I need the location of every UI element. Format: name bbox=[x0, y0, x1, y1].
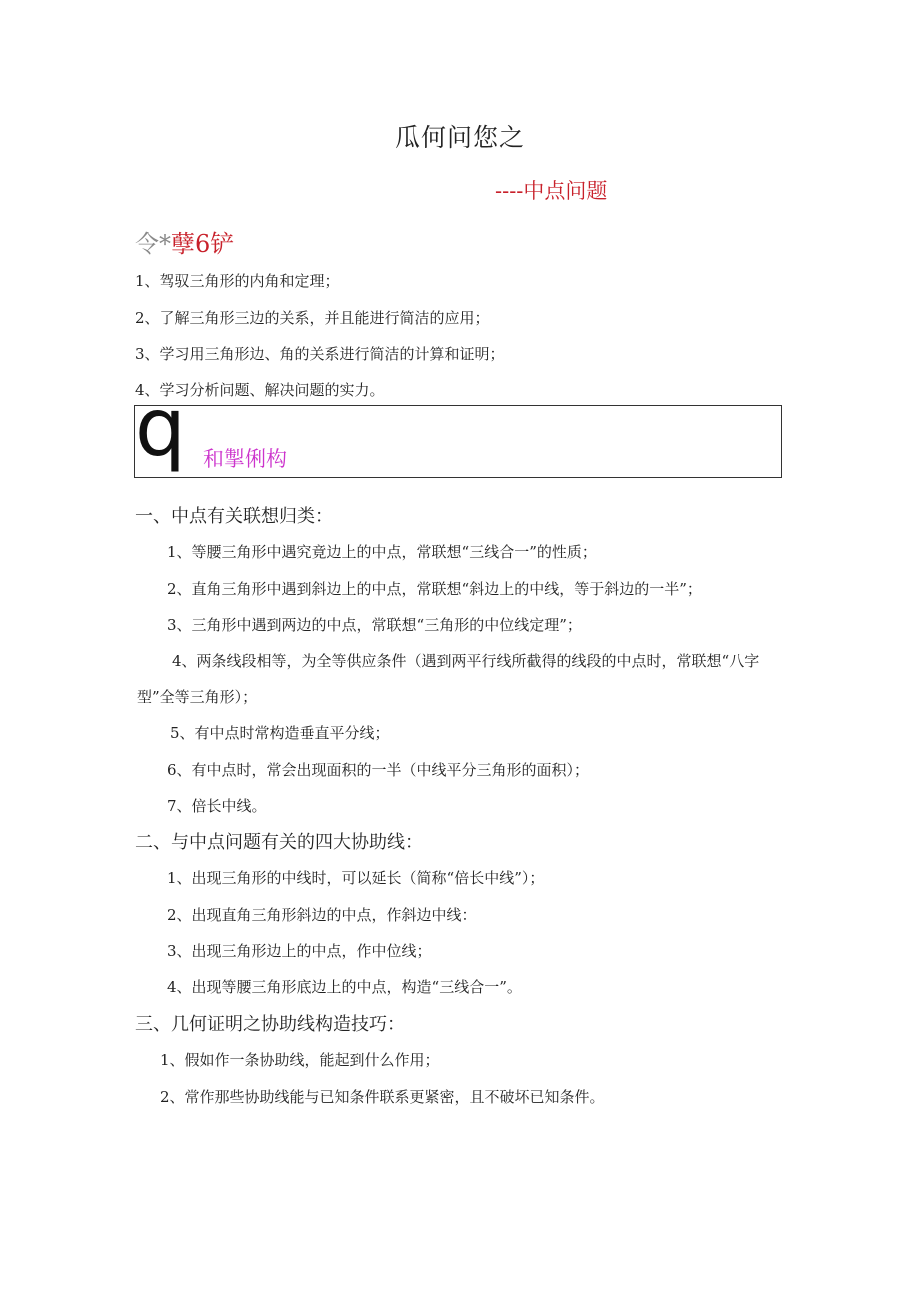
page-subtitle: ----中点问题 bbox=[495, 179, 608, 203]
section-heading: 二、与中点问题有关的四大协助线： bbox=[135, 832, 423, 853]
goals-heading bbox=[135, 224, 234, 259]
goals-heading-part2: 孽6铲 bbox=[171, 230, 235, 258]
list-item: 型”全等三角形）； bbox=[137, 688, 258, 706]
list-item: 7、倍长中线。 bbox=[167, 797, 267, 815]
list-item: 3、出现三角形边上的中点，作中位线； bbox=[167, 942, 432, 960]
list-item: 4、出现等腰三角形底边上的中点，构造“三线合一”。 bbox=[167, 978, 522, 996]
list-item: 1、等腰三角形中遇究竟边上的中点，常联想“三线合一”的性质； bbox=[167, 543, 597, 561]
section-heading: 三、几何证明之协助线构造技巧： bbox=[135, 1014, 405, 1035]
list-item: 2、直角三角形中遇到斜边上的中点，常联想“斜边上的中线，等于斜边的一半”； bbox=[167, 580, 702, 598]
goal-item: 1、驾驭三角形的内角和定理； bbox=[135, 272, 340, 290]
goals-heading-part1: 令* bbox=[135, 230, 171, 258]
goal-item: 4、学习分析问题、解决问题的实力。 bbox=[135, 381, 385, 399]
list-item: 6、有中点时，常会出现面积的一半（中线平分三角形的面积）； bbox=[167, 761, 590, 779]
list-item: 3、三角形中遇到两边的中点，常联想“三角形的中位线定理”； bbox=[167, 616, 582, 634]
list-item: 1、假如作一条协助线，能起到什么作用； bbox=[160, 1051, 440, 1069]
list-item: 2、常作那些协助线能与已知条件联系更紧密，且不破坏已知条件。 bbox=[160, 1088, 605, 1106]
goal-item: 2、了解三角形三边的关系，并且能进行简洁的应用； bbox=[135, 309, 490, 327]
list-item: 1、出现三角形的中线时，可以延长（简称“倍长中线”）； bbox=[167, 869, 545, 887]
section-heading: 一、中点有关联想归类： bbox=[135, 506, 333, 527]
goal-item: 3、学习用三角形边、角的关系进行简洁的计算和证明； bbox=[135, 345, 505, 363]
box-label: 和掣俐构 bbox=[203, 447, 287, 471]
list-item: 4、两条线段相等，为全等供应条件（遇到两平行线所截得的线段的中点时，常联想“八字 bbox=[172, 652, 760, 670]
page-title: 瓜何问您之 bbox=[394, 123, 525, 152]
box-glyph: q bbox=[135, 381, 186, 474]
list-item: 2、出现直角三角形斜边的中点，作斜边中线： bbox=[167, 906, 477, 924]
list-item: 5、有中点时常构造垂直平分线； bbox=[170, 724, 390, 742]
